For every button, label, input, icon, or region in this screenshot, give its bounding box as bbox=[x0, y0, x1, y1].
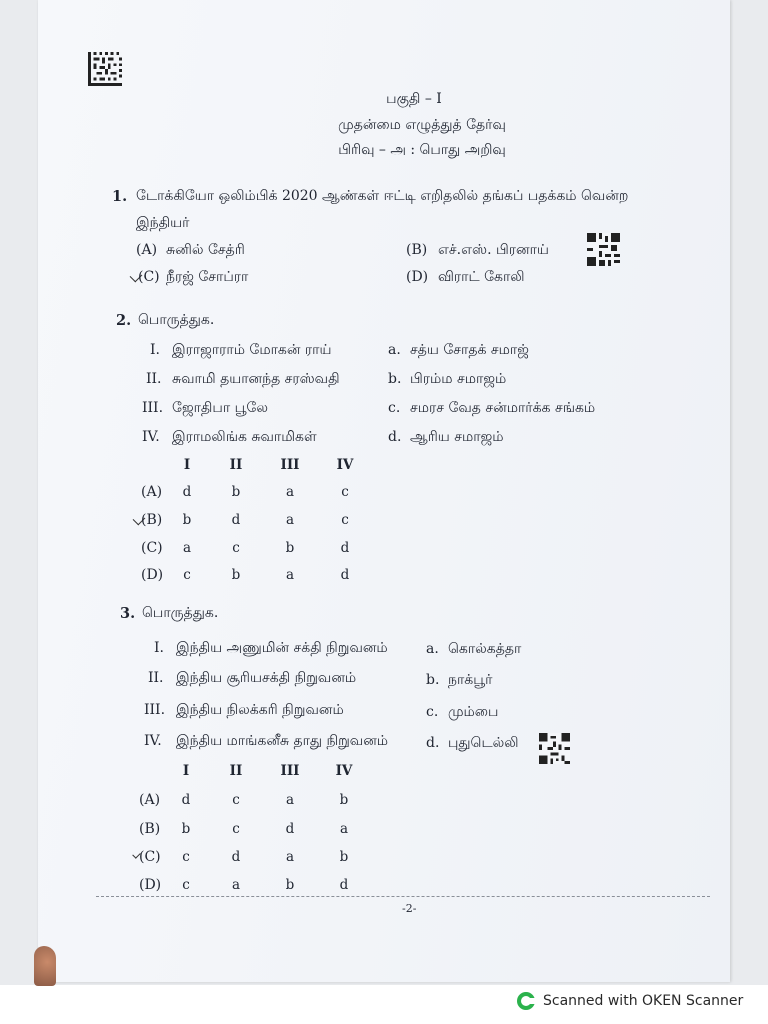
option-label: (B) bbox=[406, 242, 428, 258]
match-right-label: c. bbox=[388, 400, 401, 416]
option-text: விராட் கோலி bbox=[438, 269, 525, 285]
answer-option-label: (B) bbox=[141, 512, 163, 528]
answer-column-header: I bbox=[182, 763, 190, 779]
question-number: 2. bbox=[116, 312, 132, 329]
match-right-text: சமரச வேத சன்மார்க்க சங்கம் bbox=[410, 400, 596, 416]
match-right-text: ஆரிய சமாஜம் bbox=[410, 429, 504, 445]
answer-cell: d bbox=[182, 484, 192, 500]
match-left-text: இராஜாராம் மோகன் ராய் bbox=[172, 342, 332, 358]
answer-cell: d bbox=[181, 792, 191, 808]
match-left-label: III. bbox=[142, 400, 164, 416]
match-left-text: இந்திய சூரியசக்தி நிறுவனம் bbox=[176, 670, 357, 686]
question-prompt: பொருத்துக. bbox=[138, 312, 215, 328]
match-left-label: III. bbox=[144, 702, 166, 718]
option-text: எச்.எஸ். பிரனாய் bbox=[438, 242, 549, 258]
match-right-label: d. bbox=[388, 429, 402, 445]
answer-cell: c bbox=[341, 512, 349, 528]
answer-option-label: (A) bbox=[139, 792, 161, 808]
answer-cell: d bbox=[285, 821, 295, 837]
answer-cell: b bbox=[231, 484, 241, 500]
answer-cell: d bbox=[231, 512, 241, 528]
qr-code-icon bbox=[539, 733, 570, 764]
answer-cell: d bbox=[340, 567, 350, 583]
answer-option-label: (D) bbox=[139, 877, 162, 893]
answer-cell: a bbox=[231, 877, 241, 893]
part-heading: பகுதி – I bbox=[386, 91, 442, 107]
answer-cell: d bbox=[231, 849, 241, 865]
match-right-label: a. bbox=[388, 342, 401, 358]
answer-cell: b bbox=[231, 567, 241, 583]
answer-cell: a bbox=[285, 792, 295, 808]
match-right-label: b. bbox=[388, 371, 402, 387]
answer-option-label: (D) bbox=[141, 567, 164, 583]
section-title: பிரிவு – அ : பொது அறிவு bbox=[338, 142, 506, 158]
answer-cell: a bbox=[182, 540, 192, 556]
option-label: (D) bbox=[406, 269, 429, 285]
match-left-label: I. bbox=[150, 342, 160, 358]
answer-cell: c bbox=[182, 849, 190, 865]
match-left-label: II. bbox=[148, 670, 164, 686]
match-left-label: II. bbox=[146, 371, 162, 387]
finger-edge bbox=[34, 946, 56, 986]
answer-cell: d bbox=[340, 540, 350, 556]
match-left-label: IV. bbox=[142, 429, 160, 445]
match-right-label: a. bbox=[426, 641, 439, 657]
answer-cell: b bbox=[339, 792, 349, 808]
data-matrix-code-icon bbox=[88, 52, 122, 86]
answer-cell: b bbox=[181, 821, 191, 837]
answer-cell: a bbox=[285, 484, 295, 500]
answer-cell: c bbox=[232, 540, 240, 556]
question-text-continued: இந்தியர் bbox=[136, 215, 190, 231]
question-number: 3. bbox=[120, 605, 136, 622]
match-left-label: I. bbox=[154, 640, 164, 656]
question-prompt: பொருத்துக. bbox=[142, 605, 219, 621]
match-left-text: இந்திய மாங்கனீசு தாது நிறுவனம் bbox=[176, 733, 389, 749]
answer-column-header: III bbox=[280, 763, 300, 779]
answer-column-header: I bbox=[183, 457, 191, 473]
option-text: நீரஜ் சோப்ரா bbox=[166, 269, 249, 285]
question-number: 1. bbox=[112, 188, 128, 205]
match-right-label: d. bbox=[426, 735, 440, 751]
match-right-text: புதுடெல்லி bbox=[448, 735, 519, 751]
match-left-text: இந்திய நிலக்கரி நிறுவனம் bbox=[176, 702, 344, 718]
answer-column-header: II bbox=[229, 457, 243, 473]
answer-cell: b bbox=[285, 877, 295, 893]
scanner-logo-icon bbox=[517, 992, 535, 1010]
answer-cell: c bbox=[183, 567, 191, 583]
match-left-text: சுவாமி தயானந்த சரஸ்வதி bbox=[172, 371, 340, 387]
answer-column-header: IV bbox=[336, 457, 354, 473]
exam-title: முதன்மை எழுத்துத் தேர்வு bbox=[338, 117, 506, 133]
qr-code-icon bbox=[587, 233, 620, 266]
question-text: டோக்கியோ ஒலிம்பிக் 2020 ஆண்கள் ஈட்டி எறிதலில் தங்கப் பதக்கம் வென்ற bbox=[136, 188, 629, 204]
answer-cell: b bbox=[339, 849, 349, 865]
option-label: (C) bbox=[138, 269, 160, 285]
answer-cell: d bbox=[339, 877, 349, 893]
answer-cell: c bbox=[232, 821, 240, 837]
page-number: -2- bbox=[402, 902, 417, 915]
answer-option-label: (C) bbox=[139, 849, 161, 865]
match-right-text: கொல்கத்தா bbox=[448, 641, 522, 657]
answer-column-header: IV bbox=[335, 763, 353, 779]
answer-column-header: II bbox=[229, 763, 243, 779]
answer-cell: a bbox=[285, 849, 295, 865]
scanner-watermark bbox=[517, 991, 743, 1011]
match-left-text: இந்திய அணுமின் சக்தி நிறுவனம் bbox=[176, 640, 388, 656]
match-right-text: மும்பை bbox=[448, 704, 499, 720]
match-right-label: b. bbox=[426, 672, 440, 688]
match-right-text: சத்ய சோதக் சமாஜ் bbox=[410, 342, 529, 358]
answer-cell: a bbox=[285, 567, 295, 583]
answer-cell: b bbox=[182, 512, 192, 528]
answer-cell: c bbox=[232, 792, 240, 808]
match-left-text: இராமலிங்க சுவாமிகள் bbox=[172, 429, 317, 445]
answer-column-header: III bbox=[280, 457, 300, 473]
match-right-text: நாக்பூர் bbox=[448, 672, 493, 688]
option-label: (A) bbox=[136, 242, 158, 258]
answer-option-label: (C) bbox=[141, 540, 163, 556]
footer-divider bbox=[96, 896, 710, 897]
match-right-text: பிரம்ம சமாஜம் bbox=[410, 371, 507, 387]
scanner-watermark-text: Scanned with OKEN Scanner bbox=[543, 993, 744, 1009]
answer-cell: a bbox=[339, 821, 349, 837]
answer-option-label: (B) bbox=[139, 821, 161, 837]
answer-option-label: (A) bbox=[141, 484, 163, 500]
match-right-label: c. bbox=[426, 704, 439, 720]
option-text: சுனில் சேத்ரி bbox=[166, 242, 245, 258]
answer-cell: b bbox=[285, 540, 295, 556]
match-left-label: IV. bbox=[144, 733, 162, 749]
answer-cell: a bbox=[285, 512, 295, 528]
answer-cell: c bbox=[182, 877, 190, 893]
answer-cell: c bbox=[341, 484, 349, 500]
match-left-text: ஜோதிபா பூலே bbox=[172, 400, 268, 416]
